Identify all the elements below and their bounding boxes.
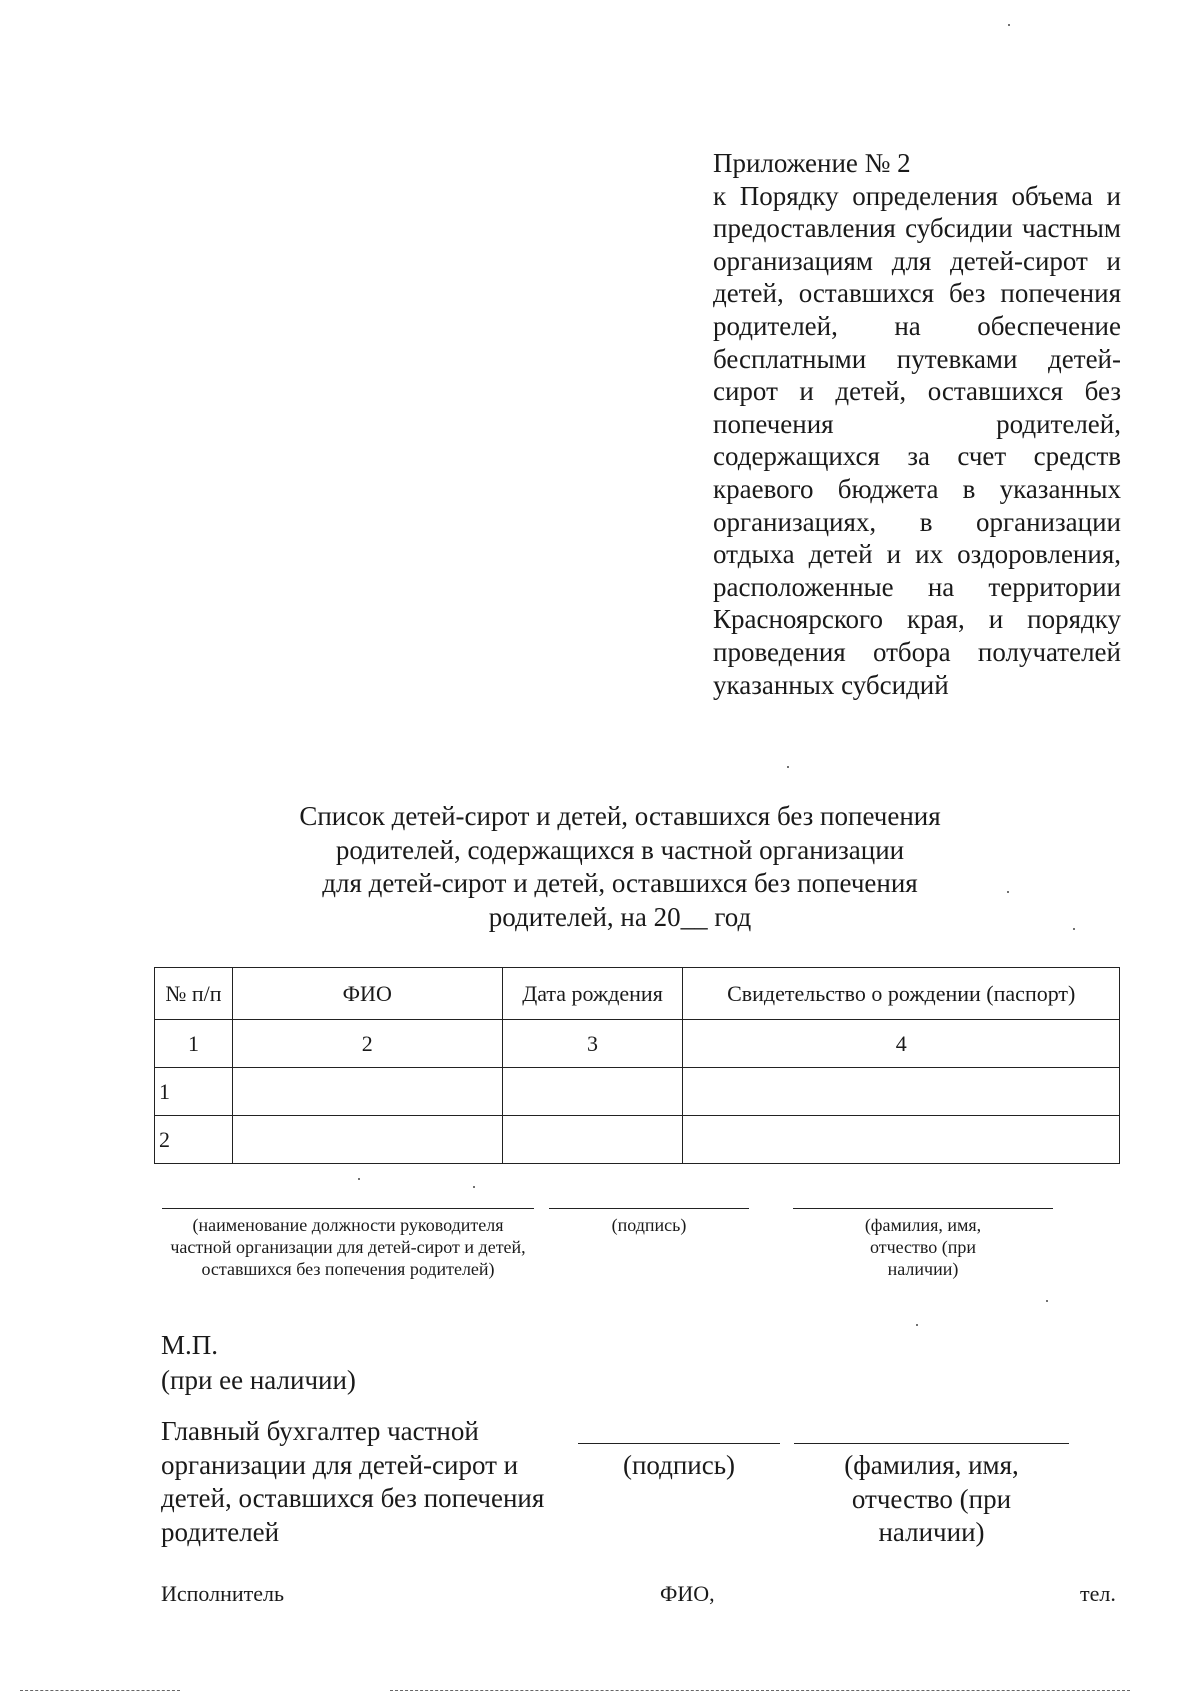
signature-line [549,1208,749,1209]
scan-edge-mark [20,1690,180,1691]
position-caption: (наименование должности руководителя частной организации для детей-сирот и детей, оставшихся без попечения родителей) [170,1215,526,1279]
table-cell: 2 [155,1116,233,1164]
header-birth-certificate: Свидетельство о рождении (паспорт) [683,968,1120,1020]
appendix-body: к Порядку определения объема и предоставления субсидии частным организациям для детей-сирот и детей, оставшихся без попечения родителей, на обеспечение бесплатными путевками детей-сирот и детей, оставшихся без попечения родителей, содержащихся за счет средств краевого бюджета в указанных организациях, в организации отдыха детей и их оздоровления, расположенные на территории Красноярского края, и порядку проведения отбора получателей указанных субсидий [713,180,1121,700]
column-numbering-row [155,1020,1120,1068]
accountant-signature-line [578,1443,780,1444]
table-cell [683,1116,1120,1164]
header-birth-date: Дата рождения [502,968,683,1020]
document-title [240,800,1000,934]
executor-label: Исполнитель [161,1581,285,1606]
executor-phone-label: тел. [1080,1581,1116,1606]
appendix-title: Приложение № 2 [713,148,911,178]
stamp-label: М.П. [161,1330,219,1360]
scan-dot [1046,1300,1048,1302]
table-cell [232,1116,502,1164]
position-signature-line [162,1208,534,1209]
table-header-row [155,968,1120,1020]
column-number: 3 [502,1020,683,1068]
table-cell [232,1068,502,1116]
column-number: 1 [155,1020,233,1068]
scan-dot [473,1186,475,1188]
executor-name-label: ФИО, [660,1581,715,1606]
table-cell: 1 [155,1068,233,1116]
table-cell [683,1068,1120,1116]
document-title-line: родителей, содержащихся в частной организации [335,834,905,865]
column-number: 2 [232,1020,502,1068]
scan-dot [916,1324,918,1326]
table-cell [502,1068,683,1116]
accountant-name-caption: (фамилия, имя, отчество (при наличии) [844,1450,1019,1547]
name-caption: (фамилия, имя, отчество (при наличии) [864,1215,982,1279]
document-title-line: для детей-сирот и детей, оставшихся без попечения [322,868,918,898]
header-full-name: ФИО [232,968,502,1020]
appendix-block [713,147,1121,701]
scan-dot [358,1178,360,1180]
document-title-line: Список детей-сирот и детей, оставшихся без попечения [299,801,941,831]
scan-dot [1073,928,1075,930]
accountant-name-line [794,1443,1069,1444]
signature-caption: (подпись) [611,1215,687,1235]
accountant-label: Главный бухгалтер частной организации для детей-сирот и детей, оставшихся без попечения родителей [161,1416,545,1547]
scan-dot [1008,24,1010,26]
scan-edge-mark [390,1690,1130,1691]
table-row [155,1068,1120,1116]
scan-dot [787,766,789,768]
column-number: 4 [683,1020,1120,1068]
table-cell [502,1116,683,1164]
document-title-line: родителей, на 20__ год [488,901,752,932]
children-table [154,967,1120,1164]
scan-dot [1007,891,1009,893]
name-signature-line [793,1208,1053,1209]
accountant-signature-caption: (подпись) [622,1450,736,1480]
header-number: № п/п [155,968,233,1020]
table-row [155,1116,1120,1164]
stamp-note: (при ее наличии) [161,1365,356,1395]
stamp-block [161,1328,356,1398]
